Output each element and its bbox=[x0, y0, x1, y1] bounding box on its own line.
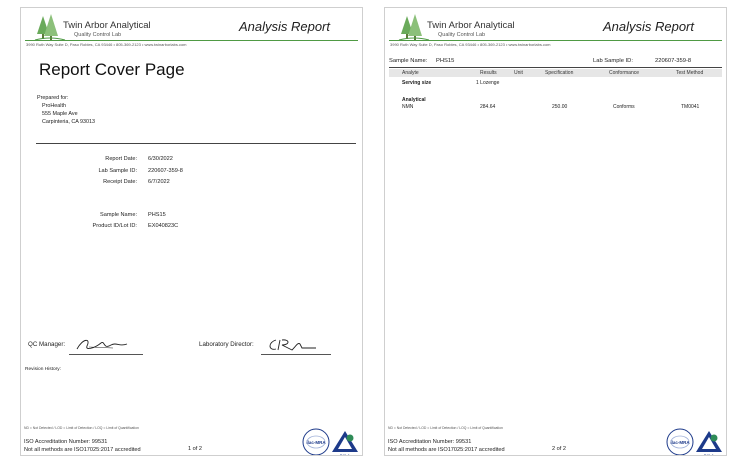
iso-number: ISO Accreditation Number: 99531 bbox=[388, 439, 472, 445]
lab-sample-id-value: 220607-359-8 bbox=[148, 168, 183, 174]
column-header-analyte: Analyte bbox=[402, 70, 419, 76]
sample-name-value: PHS15 bbox=[148, 212, 166, 218]
client-name: ProHealth bbox=[42, 103, 66, 109]
lab-sample-id-value: 220607-359-8 bbox=[655, 58, 692, 64]
report-date-label: Report Date: bbox=[105, 156, 137, 162]
client-street: 555 Maple Ave bbox=[42, 111, 78, 117]
column-header-unit: Unit bbox=[514, 70, 523, 76]
header-divider bbox=[25, 40, 358, 41]
product-lot-label: Product ID/Lot ID: bbox=[92, 223, 137, 229]
pjla-logo-icon bbox=[330, 428, 360, 456]
conformance-cell: Conforms bbox=[613, 104, 635, 110]
cover-title: Report Cover Page bbox=[39, 60, 185, 79]
page-number: 2 of 2 bbox=[552, 446, 566, 452]
lab-director-signature-line bbox=[261, 354, 331, 355]
abbreviation-legend: ND = Not Detected / LOD = Limit of Detection / LOQ = Limit of Quantification bbox=[388, 426, 503, 430]
iso-block bbox=[388, 438, 505, 454]
lab-subtitle: Quality Control Lab bbox=[438, 32, 486, 38]
sample-name-value: PHS15 bbox=[436, 58, 455, 64]
lab-director-signature bbox=[266, 336, 326, 354]
page-number: 1 of 2 bbox=[188, 446, 202, 452]
pjla-text: PJLA bbox=[339, 453, 351, 457]
cover-divider bbox=[36, 143, 356, 144]
qc-manager-signature-line bbox=[69, 354, 143, 355]
result-cell: 284.64 bbox=[480, 104, 496, 110]
receipt-date-value: 6/7/2022 bbox=[148, 179, 170, 185]
analyte-cell: NMN bbox=[402, 104, 414, 110]
page-header bbox=[21, 8, 362, 52]
lab-name: Twin Arbor Analytical bbox=[63, 20, 151, 31]
iso-number: ISO Accreditation Number: 99531 bbox=[24, 439, 108, 445]
serving-size-value: 1 Lozenge bbox=[476, 80, 500, 86]
section-label: Analytical bbox=[402, 97, 426, 103]
prepared-for-block bbox=[37, 94, 95, 126]
report-date-value: 6/30/2022 bbox=[148, 156, 173, 162]
iso-note: Not all methods are ISO17025:2017 accredited bbox=[388, 447, 505, 453]
report-page-1 bbox=[20, 7, 363, 456]
iso-note: Not all methods are ISO17025:2017 accredited bbox=[24, 447, 141, 453]
qc-manager-signature bbox=[73, 336, 133, 354]
client-city: Carpinteria, CA 93013 bbox=[42, 119, 96, 125]
column-header-specification: Specification bbox=[545, 70, 574, 76]
ilac-text: ilac-MRA bbox=[306, 440, 326, 445]
column-header-test-method: Test Method bbox=[676, 70, 704, 76]
lab-address: 3990 Ruth Way Suite D, Paso Robles, CA 93446 • 805-369-2123 • www.twinarborlabs.com bbox=[26, 42, 187, 47]
lab-director-label: Laboratory Director: bbox=[199, 341, 254, 348]
ilac-mra-logo-icon bbox=[666, 428, 694, 456]
lab-address: 3990 Ruth Way Suite D, Paso Robles, CA 93446 • 805-369-2123 • www.twinarborlabs.com bbox=[390, 42, 551, 47]
receipt-date-label: Receipt Date: bbox=[103, 179, 137, 185]
sample-name-label: Sample Name: bbox=[389, 58, 428, 64]
lab-sample-id-label: Lab Sample ID: bbox=[98, 168, 137, 174]
page-header bbox=[385, 8, 726, 52]
table-header bbox=[389, 69, 722, 77]
report-title: Analysis Report bbox=[602, 19, 694, 34]
ilac-mra-logo-icon bbox=[302, 428, 330, 456]
qc-manager-label: QC Manager: bbox=[28, 341, 66, 348]
abbreviation-legend: ND = Not Detected / LOD = Limit of Detection / LOQ = Limit of Quantification bbox=[24, 426, 139, 430]
ilac-text: ilac-MRA bbox=[670, 440, 690, 445]
prepared-for-label: Prepared for: bbox=[37, 95, 69, 101]
iso-block bbox=[24, 438, 141, 454]
serving-size-label: Serving size bbox=[402, 80, 432, 86]
report-title: Analysis Report bbox=[238, 19, 330, 34]
column-header-conformance: Conformance bbox=[609, 70, 640, 76]
header-divider bbox=[389, 40, 722, 41]
pjla-text: PJLA bbox=[703, 453, 715, 457]
test-method-cell: TM0041 bbox=[681, 104, 700, 110]
report-page-2 bbox=[384, 7, 727, 456]
lab-name: Twin Arbor Analytical bbox=[427, 20, 515, 31]
sample-info-divider bbox=[389, 67, 722, 68]
revision-history-label: Revision History: bbox=[25, 367, 61, 372]
specification-cell: 250.00 bbox=[552, 104, 568, 110]
lab-subtitle: Quality Control Lab bbox=[74, 32, 122, 38]
pjla-logo-icon bbox=[694, 428, 724, 456]
lab-sample-id-label: Lab Sample ID: bbox=[593, 58, 633, 64]
column-header-results: Results bbox=[480, 70, 497, 76]
product-lot-value: EX040823C bbox=[148, 223, 179, 229]
sample-name-label: Sample Name: bbox=[100, 212, 137, 218]
